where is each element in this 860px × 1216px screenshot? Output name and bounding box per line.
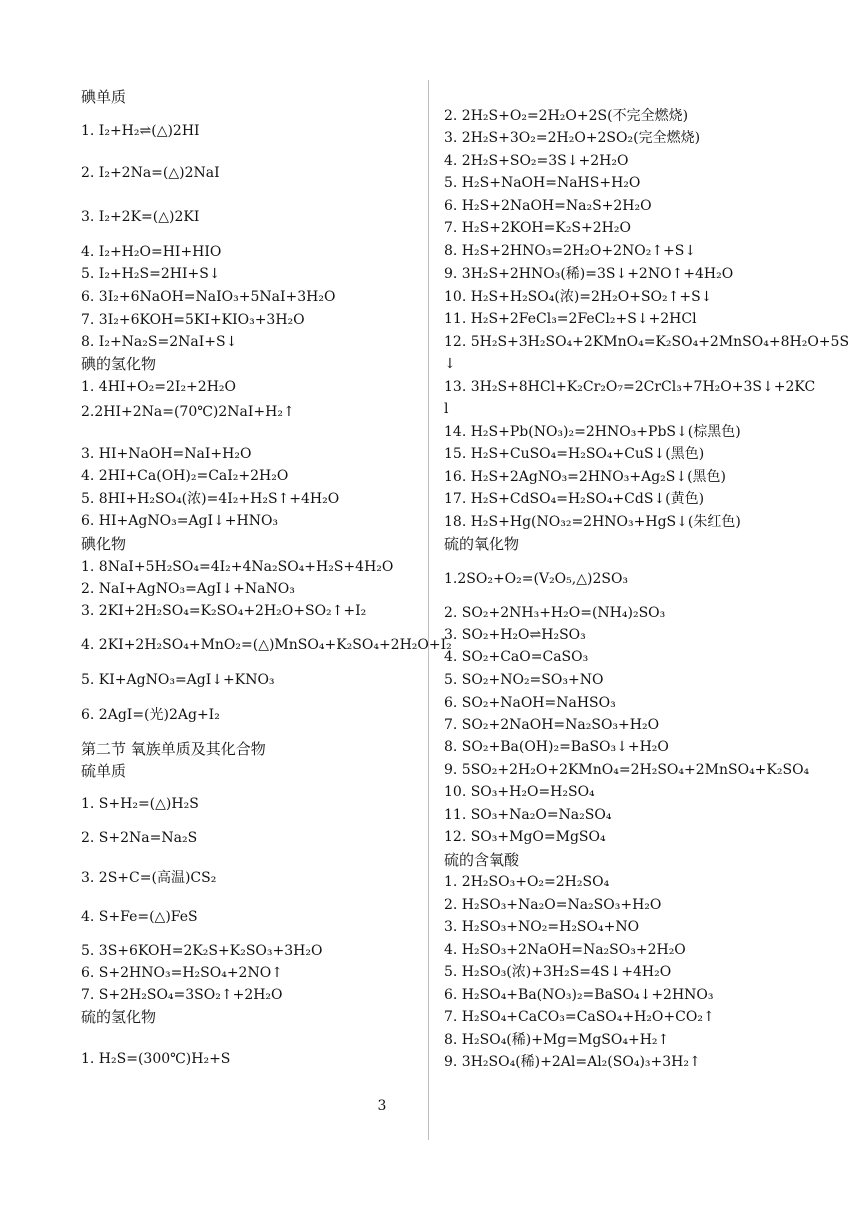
equation-line: 7. H₂SO₄+CaCO₃=CaSO₄+H₂O+CO₂↑	[444, 1009, 715, 1025]
equation-line: 2. H₂SO₃+Na₂O=Na₂SO₃+H₂O	[444, 897, 662, 913]
equation-line: ↓	[444, 356, 456, 372]
equation-line: 2. NaI+AgNO₃=AgI↓+NaNO₃	[81, 581, 295, 597]
equation-line: 5. SO₂+NO₂=SO₃+NO	[444, 672, 604, 688]
equation-line: 1. 8NaI+5H₂SO₄=4I₂+4Na₂SO₄+H₂S+4H₂O	[81, 559, 394, 575]
equation-line: 6. 3I₂+6NaOH=NaIO₃+5NaI+3H₂O	[81, 289, 336, 305]
equation-line: 2. 2H₂S+O₂=2H₂O+2S(不完全燃烧)	[444, 108, 689, 124]
section-heading: 硫的氢化物	[81, 1008, 157, 1026]
equation-line: 2. I₂+2Na=(△)2NaI	[81, 165, 220, 181]
equation-line: 3. I₂+2K=(△)2KI	[81, 209, 200, 225]
equation-line: 6. H₂S+2NaOH=Na₂S+2H₂O	[444, 198, 652, 214]
equation-line: 13. 3H₂S+8HCl+K₂Cr₂O₇=2CrCl₃+7H₂O+3S↓+2KC	[444, 379, 816, 395]
equation-line: 10. SO₃+H₂O=H₂SO₄	[444, 784, 595, 800]
equation-line: 6. H₂SO₄+Ba(NO₃)₂=BaSO₄↓+2HNO₃	[444, 987, 714, 1003]
equation-line: 15. H₂S+CuSO₄=H₂SO₄+CuS↓(黑色)	[444, 446, 705, 462]
equation-line: 1.2SO₂+O₂=(V₂O₅,△)2SO₃	[444, 571, 629, 587]
equation-line: 1. H₂S=(300℃)H₂+S	[81, 1051, 231, 1067]
equation-line: 1. 2H₂SO₃+O₂=2H₂SO₄	[444, 874, 610, 890]
equation-line: 3. HI+NaOH=NaI+H₂O	[81, 446, 252, 462]
equation-line: 4. 2KI+2H₂SO₄+MnO₂=(△)MnSO₄+K₂SO₄+2H₂O+I₂	[81, 637, 452, 653]
equation-line: 6. S+2HNO₃=H₂SO₄+2NO↑	[81, 965, 283, 981]
equation-line: 6. SO₂+NaOH=NaHSO₃	[444, 695, 616, 711]
equation-line: 5. I₂+H₂S=2HI+S↓	[81, 266, 221, 282]
equation-line: 5. 8HI+H₂SO₄(浓)=4I₂+H₂S↑+4H₂O	[81, 491, 340, 507]
equation-line: 8. H₂SO₄(稀)+Mg=MgSO₄+H₂↑	[444, 1032, 670, 1048]
equation-line: 2. SO₂+2NH₃+H₂O=(NH₄)₂SO₃	[444, 605, 666, 621]
equation-line: 3. 2S+C=(高温)CS₂	[81, 870, 217, 886]
equation-line: 5. KI+AgNO₃=AgI↓+KNO₃	[81, 672, 275, 688]
equation-line: 5. H₂SO₃(浓)+3H₂S=4S↓+4H₂O	[444, 964, 672, 980]
equation-line: 16. H₂S+2AgNO₃=2HNO₃+Ag₂S↓(黑色)	[444, 469, 727, 485]
equation-line: 9. 3H₂SO₄(稀)+2Al=Al₂(SO₄)₃+3H₂↑	[444, 1054, 701, 1070]
equation-line: 4. I₂+H₂O=HI+HIO	[81, 244, 222, 260]
equation-line: 11. H₂S+2FeCl₃=2FeCl₂+S↓+2HCl	[444, 311, 697, 327]
equation-line: 8. H₂S+2HNO₃=2H₂O+2NO₂↑+S↓	[444, 243, 697, 259]
equation-line: 12. 5H₂S+3H₂SO₄+2KMnO₄=K₂SO₄+2MnSO₄+8H₂O+5S	[444, 334, 850, 350]
section-heading: 硫的含氧酸	[444, 851, 520, 869]
equation-line: 4. S+Fe=(△)FeS	[81, 909, 198, 925]
equation-line: 18. H₂S+Hg(NO₃₂=2HNO₃+HgS↓(朱红色)	[444, 514, 741, 530]
equation-line: 11. SO₃+Na₂O=Na₂SO₄	[444, 807, 612, 823]
equation-line: 5. 3S+6KOH=2K₂S+K₂SO₃+3H₂O	[81, 943, 323, 959]
section-heading: 碘单质	[81, 88, 127, 106]
equation-line: 7. S+2H₂SO₄=3SO₂↑+2H₂O	[81, 987, 283, 1003]
section-heading: 硫的氧化物	[444, 535, 520, 553]
equation-line: 12. SO₃+MgO=MgSO₄	[444, 829, 606, 845]
equation-line: 9. 5SO₂+2H₂O+2KMnO₄=2H₂SO₄+2MnSO₄+K₂SO₄	[444, 762, 810, 778]
equation-line: 2. S+2Na=Na₂S	[81, 830, 198, 846]
column-divider	[428, 80, 429, 1140]
equation-line: 4. H₂SO₃+2NaOH=Na₂SO₃+2H₂O	[444, 942, 686, 958]
section-heading: 碘的氢化物	[81, 355, 157, 373]
equation-line: 7. 3I₂+6KOH=5KI+KIO₃+3H₂O	[81, 312, 305, 328]
equation-line: 3. 2H₂S+3O₂=2H₂O+2SO₂(完全燃烧)	[444, 130, 701, 146]
equation-line: 17. H₂S+CdSO₄=H₂SO₄+CdS↓(黄色)	[444, 491, 705, 507]
equation-line: 3. SO₂+H₂O⇌H₂SO₃	[444, 627, 586, 643]
equation-line: 4. 2HI+Ca(OH)₂=CaI₂+2H₂O	[81, 468, 289, 484]
section-heading: 第二节 氧族单质及其化合物	[81, 740, 266, 758]
equation-line: 8. SO₂+Ba(OH)₂=BaSO₃↓+H₂O	[444, 739, 669, 755]
section-heading: 碘化物	[81, 535, 127, 553]
equation-line: 3. H₂SO₃+NO₂=H₂SO₄+NO	[444, 919, 640, 935]
section-heading: 硫单质	[81, 762, 127, 780]
equation-line: 7. SO₂+2NaOH=Na₂SO₃+H₂O	[444, 717, 660, 733]
equation-line: 9. 3H₂S+2HNO₃(稀)=3S↓+2NO↑+4H₂O	[444, 266, 734, 282]
equation-line: 3. 2KI+2H₂SO₄=K₂SO₄+2H₂O+SO₂↑+I₂	[81, 603, 367, 619]
equation-line: 14. H₂S+Pb(NO₃)₂=2HNO₃+PbS↓(棕黑色)	[444, 424, 741, 440]
equation-line: 6. 2AgI=(光)2Ag+I₂	[81, 707, 220, 723]
equation-line: 1. I₂+H₂⇌(△)2HI	[81, 123, 200, 139]
equation-line: 4. 2H₂S+SO₂=3S↓+2H₂O	[444, 153, 629, 169]
page-number: 3	[377, 1098, 387, 1114]
equation-line: 8. I₂+Na₂S=2NaI+S↓	[81, 334, 238, 350]
equation-line: 5. H₂S+NaOH=NaHS+H₂O	[444, 175, 641, 191]
equation-line: 1. 4HI+O₂=2I₂+2H₂O	[81, 379, 236, 395]
equation-line: 10. H₂S+H₂SO₄(浓)=2H₂O+SO₂↑+S↓	[444, 289, 713, 305]
equation-line: l	[444, 401, 449, 417]
equation-line: 4. SO₂+CaO=CaSO₃	[444, 649, 589, 665]
equation-line: 2.2HI+2Na=(70℃)2NaI+H₂↑	[81, 404, 295, 420]
equation-line: 6. HI+AgNO₃=AgI↓+HNO₃	[81, 513, 279, 529]
equation-line: 7. H₂S+2KOH=K₂S+2H₂O	[444, 220, 631, 236]
equation-line: 1. S+H₂=(△)H₂S	[81, 796, 199, 812]
